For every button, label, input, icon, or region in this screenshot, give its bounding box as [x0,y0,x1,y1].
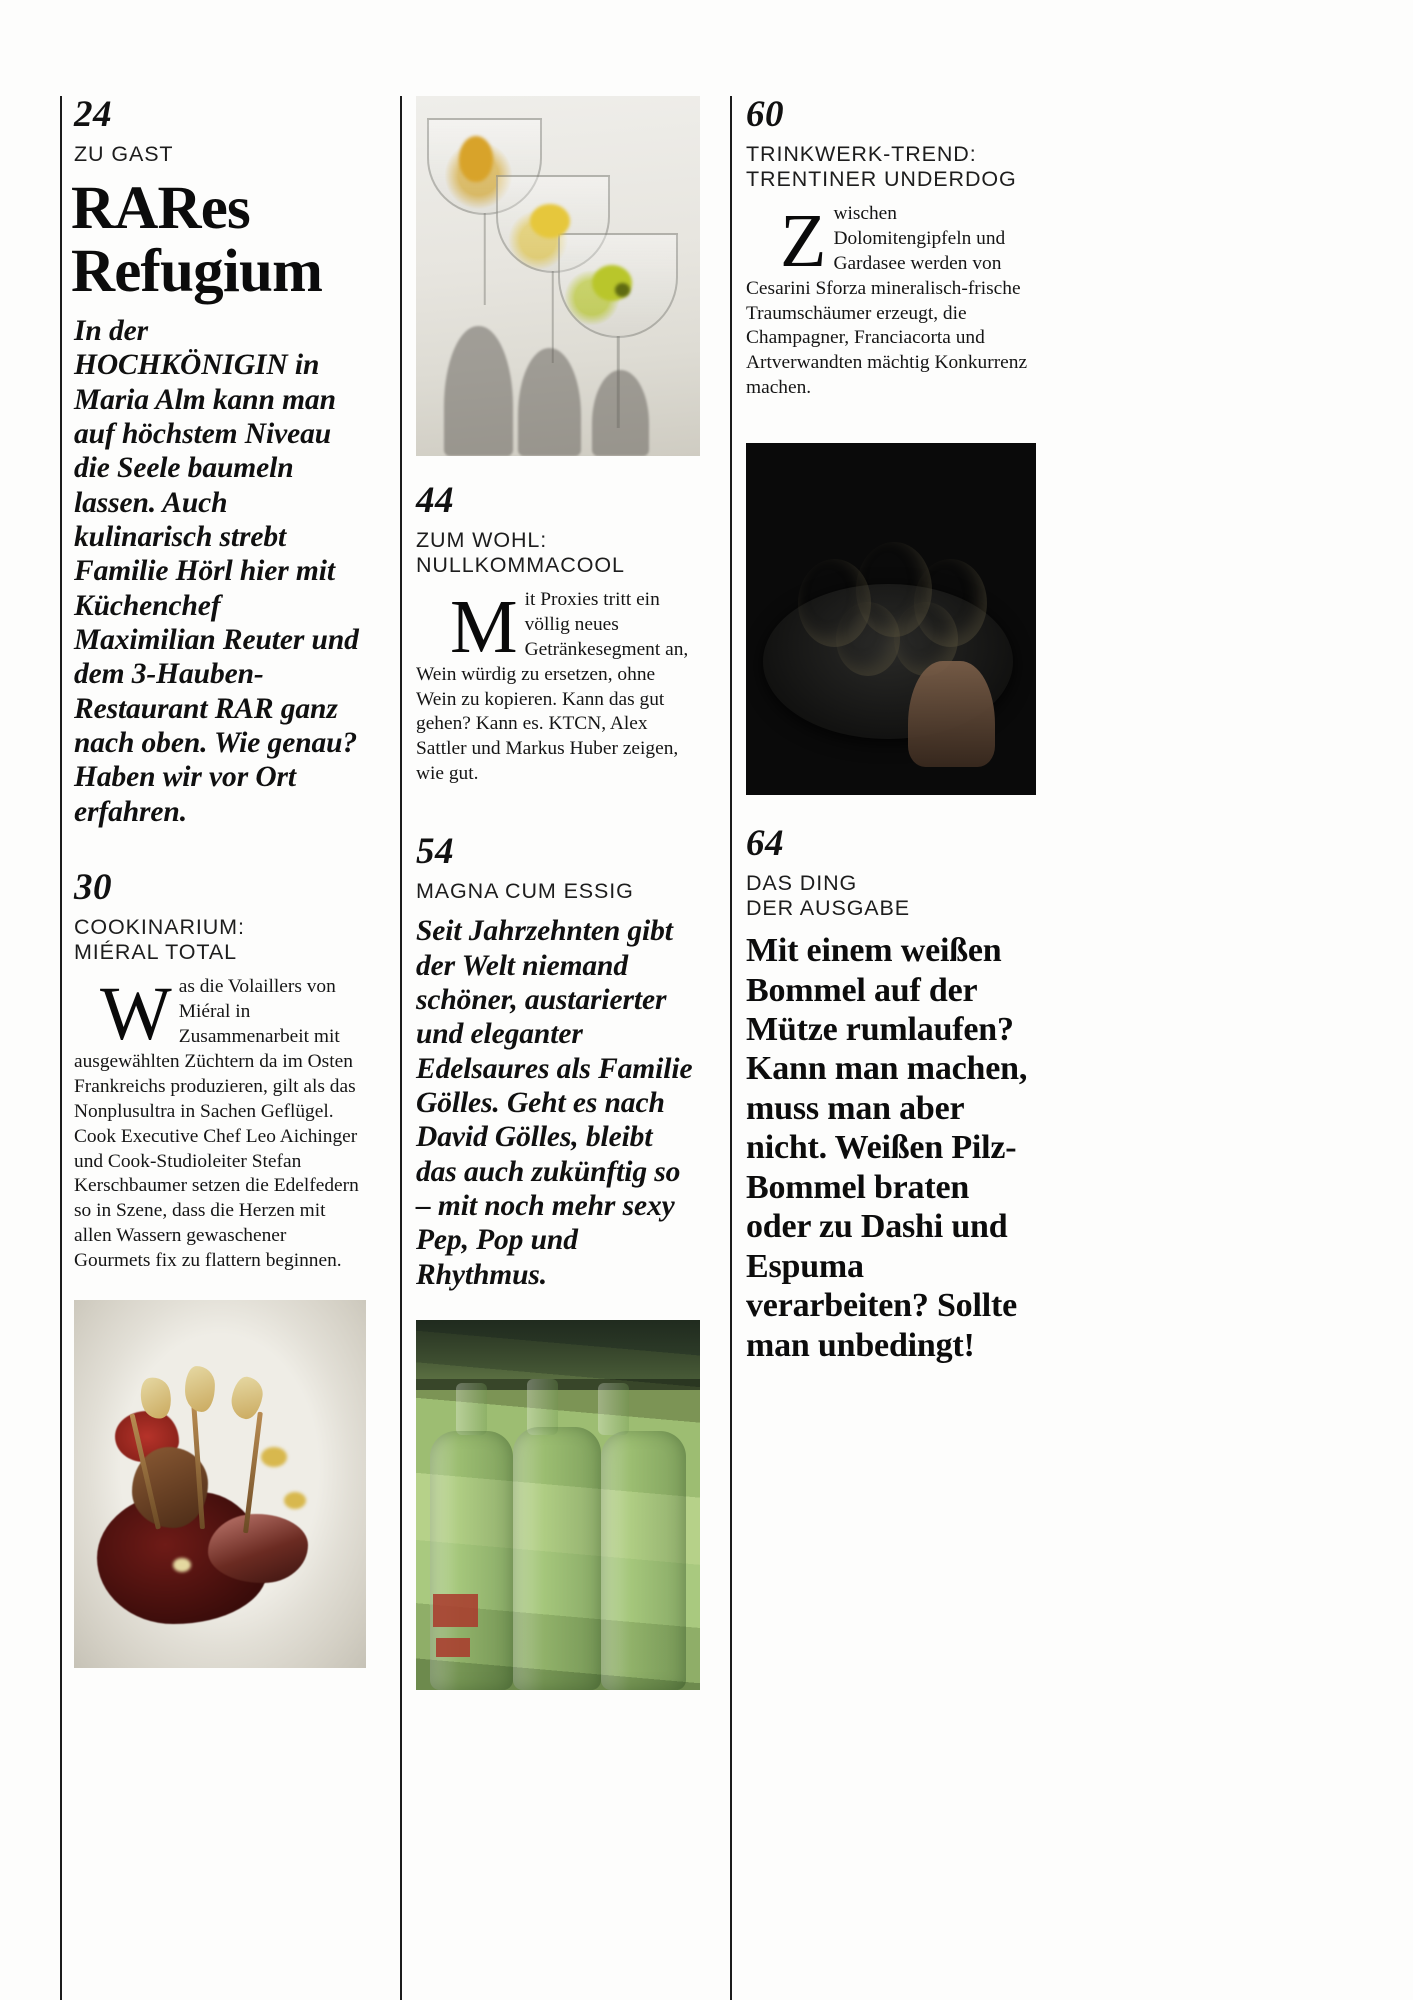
kicker-60 [746,142,1036,192]
image-mushroom [746,443,1036,795]
headline-24-line1: RARes [71,174,250,242]
body-block-60 [746,198,1036,401]
kicker-64-line1: DAS DING [746,871,858,896]
image-plate [74,1300,366,1668]
page-number-64: 64 [746,823,784,865]
dropcap-30: W [100,972,172,1057]
toc-entry-54[interactable] [416,833,700,1292]
kicker-64 [746,871,1036,921]
column-rule-left [60,96,62,2000]
toc-entry-24[interactable] [71,94,366,829]
page-number-60: 60 [746,94,784,135]
kicker-30 [74,915,366,965]
kicker-30-line1: COOKINARIUM: [74,915,245,940]
kicker-60-line2: TRENTINER UNDERDOG [746,166,1017,191]
kicker-24: ZU GAST [74,142,174,166]
kicker-30-line2: MIÉRAL TOTAL [74,940,237,965]
body-text-60: wischen Dolomitengipfeln und Gardasee werden von Cesarini Sforza mineralisch-frische Traumschäumer erzeugt, die Champagner, Franciacorta und Artverwandten mächtig Konkurrenz machen. [746,202,1028,399]
headline-24-line2: Refugium [71,238,323,306]
kicker-44-line2: NULLKOMMACOOL [416,552,625,577]
toc-entry-64[interactable] [746,825,1036,1365]
body-text-44: it Proxies tritt ein völlig neues Getränkesegment an, Wein würdig zu ersetzen, ohne Wein zu kopieren. Kann das gut gehen? Kann es. KTCN, Alex Sattler und Markus Huber zeigen, wie gut. [416,588,689,785]
page-number-44: 44 [416,480,454,521]
toc-entry-60[interactable] [746,96,1036,401]
page-number-24: 24 [74,94,112,135]
column-rule-right [730,96,732,2000]
body-text-30: as die Volaillers von Miéral in Zusammenarbeit mit ausgewählten Züchtern da im Osten Frankreichs produzieren, gilt als das Nonplusultra in Sachen Geflügel. Cook Executive Chef Leo Aichinger und Cook-Studioleiter Stefan Kerschbaumer setzen die Edelfedern so in Szene, dass die Herzen mit allen Wassern gewaschener Gourmets fix zu flattern beginnen. [74,976,359,1272]
toc-entry-44[interactable] [416,482,700,787]
kicker-44 [416,528,700,578]
lead-text-24: In der HOCHKÖNIGIN in Maria Alm kann man auf höchstem Niveau die Seele baumeln lassen. Auch kulinarisch strebt Familie Hörl hier mit Küchenchef Maximilian Reuter und dem 3-Hauben-Restaurant RAR ganz nach oben. Wie genau? Haben wir vor Ort erfahren. [74,314,359,828]
body-block-30 [74,972,366,1274]
column-rule-middle [400,96,402,2000]
dropcap-60: Z [780,198,827,283]
toc-column-middle [400,96,730,2000]
lead-text-54: Seit Jahrzehnten gibt der Welt niemand schöner, austarierter und eleganter Edelsaures als Familie Gölles. Geht es nach David Gölles, bleibt das auch zukünftig so – mit noch mehr sexy Pep, Pop und Rhythmus. [416,915,693,1291]
page-number-30: 30 [74,867,112,909]
kicker-44-line1: ZUM WOHL: [416,528,548,552]
image-glasses [416,96,700,456]
lead-text-64: Mit einem weißen Bommel auf der Mütze rumlaufen? Kann man machen, muss man aber nicht. Weißen Pilz-Bommel braten oder zu Dashi und Espuma verarbeiten? Sollte man unbedingt! [746,932,1028,1364]
kicker-64-line2: DER AUSGABE [746,896,911,921]
kicker-60-line1: TRINKWERK-TREND: [746,142,977,166]
toc-entry-30[interactable] [74,869,366,1274]
toc-column-right [730,96,1060,2000]
dropcap-44: M [450,584,518,669]
page-number-54: 54 [416,831,454,873]
body-block-44 [416,584,700,787]
kicker-54: MAGNA CUM ESSIG [416,879,634,904]
toc-column-left [60,96,400,2000]
image-bottles [416,1320,700,1690]
headline-24 [71,174,366,306]
